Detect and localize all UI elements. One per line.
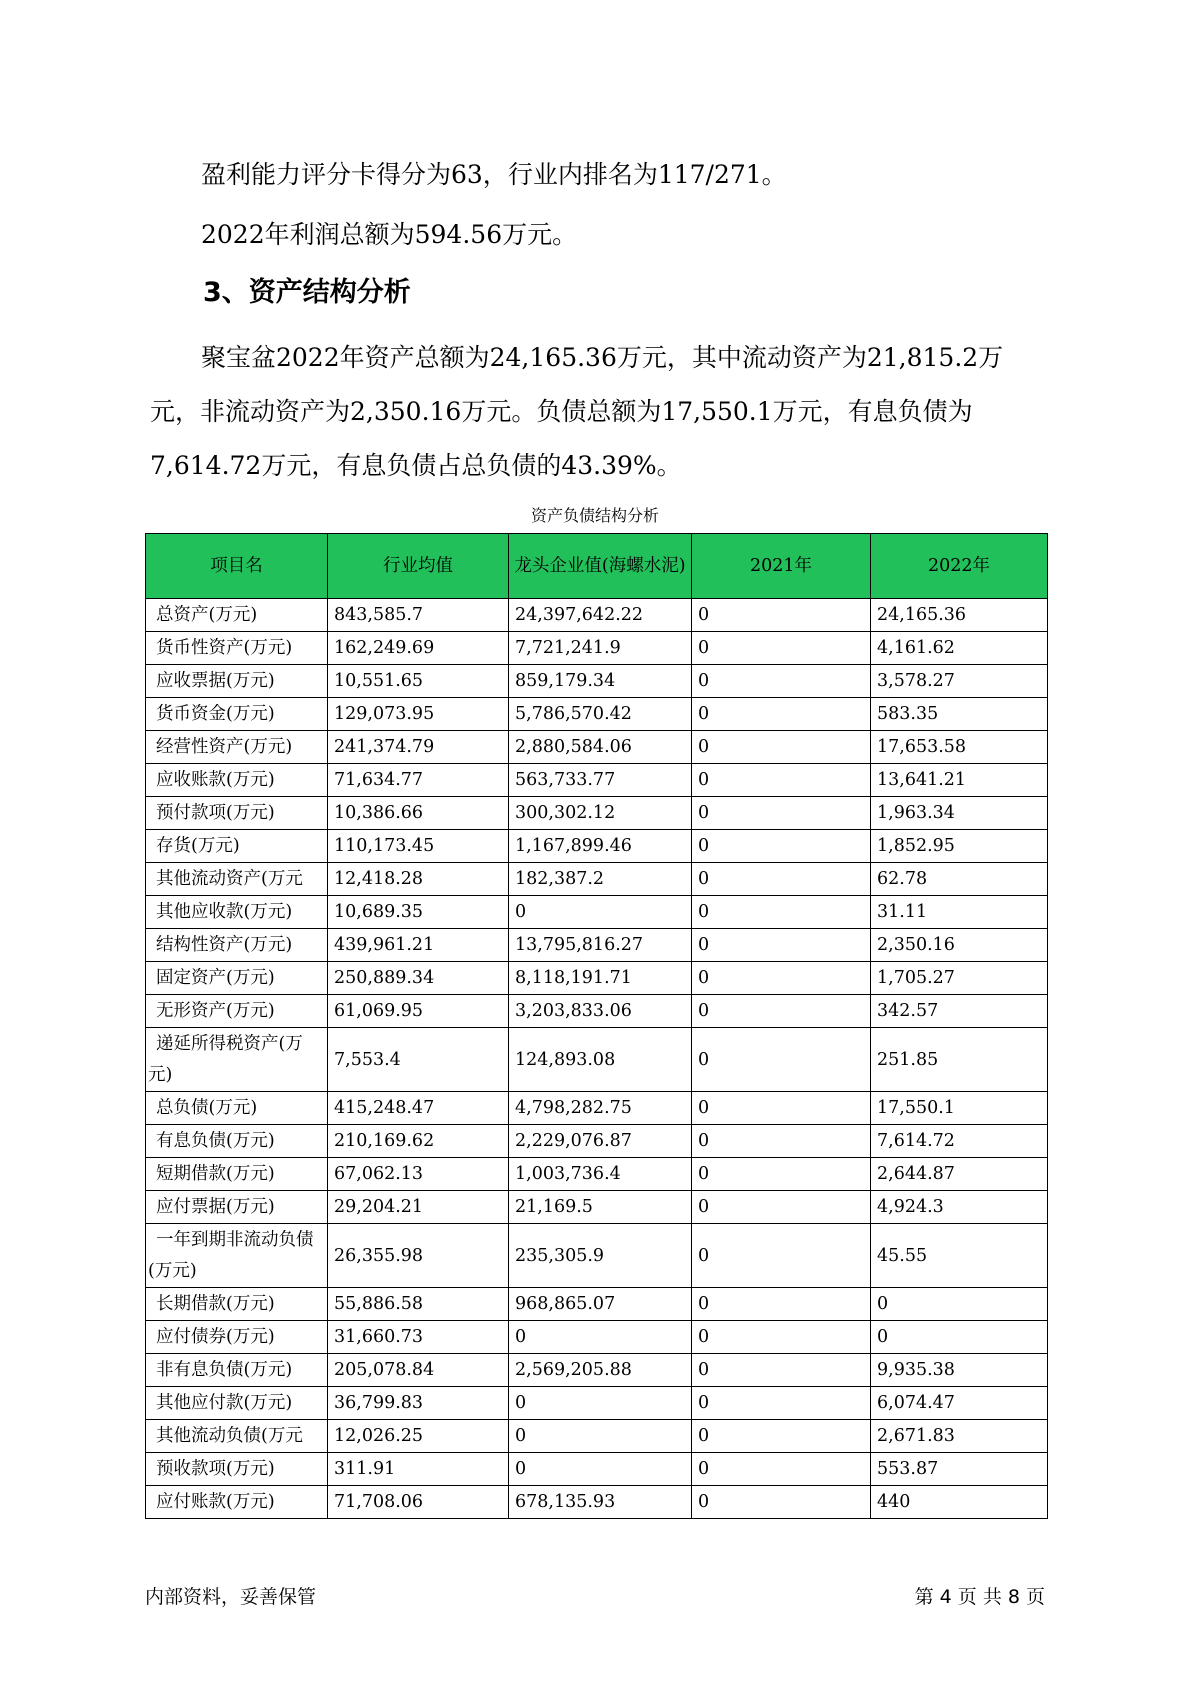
value-cell: 67,062.13 <box>328 1158 509 1191</box>
value-cell: 0 <box>871 1288 1048 1321</box>
value-cell: 10,689.35 <box>328 896 509 929</box>
value-cell: 2,569,205.88 <box>509 1354 692 1387</box>
header-industry-average: 行业均值 <box>328 534 509 599</box>
header-item-name: 项目名 <box>146 534 328 599</box>
value-cell: 1,705.27 <box>871 962 1048 995</box>
table-row <box>146 1125 1048 1158</box>
value-cell: 0 <box>509 1387 692 1420</box>
value-cell: 4,924.3 <box>871 1191 1048 1224</box>
table-row <box>146 599 1048 632</box>
value-cell: 45.55 <box>871 1224 1048 1288</box>
value-cell: 129,073.95 <box>328 698 509 731</box>
value-cell: 2,350.16 <box>871 929 1048 962</box>
table-row <box>146 1028 1048 1092</box>
header-2022: 2022年 <box>871 534 1048 599</box>
profitability-paragraph: 盈利能力评分卡得分为63，行业内排名为117/271。 <box>201 160 787 189</box>
value-cell: 62.78 <box>871 863 1048 896</box>
value-cell: 10,386.66 <box>328 797 509 830</box>
row-label-cell: 长期借款(万元) <box>146 1288 328 1321</box>
table-header-row <box>146 534 1048 599</box>
table-body <box>146 599 1048 1519</box>
row-label-cell: 递延所得税资产(万元) <box>146 1028 328 1092</box>
value-cell: 17,653.58 <box>871 731 1048 764</box>
table-row <box>146 863 1048 896</box>
row-label-cell: 其他应付款(万元) <box>146 1387 328 1420</box>
value-cell: 36,799.83 <box>328 1387 509 1420</box>
value-cell: 0 <box>692 1125 871 1158</box>
profit-total-paragraph: 2022年利润总额为594.56万元。 <box>201 220 578 249</box>
table-row <box>146 698 1048 731</box>
value-cell: 2,880,584.06 <box>509 731 692 764</box>
value-cell: 235,305.9 <box>509 1224 692 1288</box>
value-cell: 12,418.28 <box>328 863 509 896</box>
table-row <box>146 830 1048 863</box>
section-heading: 3、资产结构分析 <box>203 277 411 308</box>
value-cell: 0 <box>692 1420 871 1453</box>
table-row <box>146 896 1048 929</box>
value-cell: 24,397,642.22 <box>509 599 692 632</box>
value-cell: 0 <box>692 764 871 797</box>
value-cell: 968,865.07 <box>509 1288 692 1321</box>
row-label-cell: 货币资金(万元) <box>146 698 328 731</box>
value-cell: 7,553.4 <box>328 1028 509 1092</box>
value-cell: 4,798,282.75 <box>509 1092 692 1125</box>
row-label-cell: 预付款项(万元) <box>146 797 328 830</box>
row-label-cell: 应付债券(万元) <box>146 1321 328 1354</box>
value-cell: 0 <box>509 1321 692 1354</box>
table-caption: 资产负债结构分析 <box>530 506 659 525</box>
value-cell: 0 <box>692 1321 871 1354</box>
table-row <box>146 1288 1048 1321</box>
value-cell: 0 <box>692 863 871 896</box>
row-label-cell: 其他流动资产(万元 <box>146 863 328 896</box>
table-row <box>146 1453 1048 1486</box>
row-label-cell: 应收票据(万元) <box>146 665 328 698</box>
value-cell: 12,026.25 <box>328 1420 509 1453</box>
row-label-cell: 总资产(万元) <box>146 599 328 632</box>
table-row <box>146 1354 1048 1387</box>
value-cell: 0 <box>692 929 871 962</box>
table-row <box>146 665 1048 698</box>
value-cell: 300,302.12 <box>509 797 692 830</box>
header-leader-value: 龙头企业值(海螺水泥) <box>509 534 692 599</box>
value-cell: 0 <box>692 599 871 632</box>
value-cell: 61,069.95 <box>328 995 509 1028</box>
row-label-cell: 存货(万元) <box>146 830 328 863</box>
value-cell: 0 <box>509 1420 692 1453</box>
value-cell: 0 <box>692 665 871 698</box>
value-cell: 0 <box>871 1321 1048 1354</box>
value-cell: 843,585.7 <box>328 599 509 632</box>
table-row <box>146 1420 1048 1453</box>
value-cell: 241,374.79 <box>328 731 509 764</box>
value-cell: 0 <box>692 830 871 863</box>
value-cell: 7,721,241.9 <box>509 632 692 665</box>
table-row <box>146 731 1048 764</box>
value-cell: 7,614.72 <box>871 1125 1048 1158</box>
table-row <box>146 1387 1048 1420</box>
footer-page-info: 第 4 页 共 8 页 <box>914 1586 1045 1608</box>
value-cell: 0 <box>692 1158 871 1191</box>
value-cell: 342.57 <box>871 995 1048 1028</box>
table-row <box>146 995 1048 1028</box>
row-label-cell: 总负债(万元) <box>146 1092 328 1125</box>
value-cell: 9,935.38 <box>871 1354 1048 1387</box>
value-cell: 3,203,833.06 <box>509 995 692 1028</box>
value-cell: 553.87 <box>871 1453 1048 1486</box>
value-cell: 205,078.84 <box>328 1354 509 1387</box>
row-label-cell: 一年到期非流动负债(万元) <box>146 1224 328 1288</box>
value-cell: 0 <box>692 731 871 764</box>
row-label-cell: 非有息负债(万元) <box>146 1354 328 1387</box>
value-cell: 0 <box>692 698 871 731</box>
table-row <box>146 1191 1048 1224</box>
value-cell: 0 <box>692 1354 871 1387</box>
value-cell: 6,074.47 <box>871 1387 1048 1420</box>
table-row <box>146 929 1048 962</box>
value-cell: 0 <box>692 962 871 995</box>
table-row <box>146 962 1048 995</box>
value-cell: 0 <box>692 1453 871 1486</box>
row-label-cell: 货币性资产(万元) <box>146 632 328 665</box>
value-cell: 182,387.2 <box>509 863 692 896</box>
row-label-cell: 有息负债(万元) <box>146 1125 328 1158</box>
value-cell: 26,355.98 <box>328 1224 509 1288</box>
value-cell: 0 <box>692 632 871 665</box>
value-cell: 2,671.83 <box>871 1420 1048 1453</box>
value-cell: 1,963.34 <box>871 797 1048 830</box>
value-cell: 71,634.77 <box>328 764 509 797</box>
row-label-cell: 应收账款(万元) <box>146 764 328 797</box>
value-cell: 678,135.93 <box>509 1486 692 1519</box>
value-cell: 1,852.95 <box>871 830 1048 863</box>
value-cell: 17,550.1 <box>871 1092 1048 1125</box>
row-label-cell: 结构性资产(万元) <box>146 929 328 962</box>
value-cell: 3,578.27 <box>871 665 1048 698</box>
row-label-cell: 预收款项(万元) <box>146 1453 328 1486</box>
value-cell: 55,886.58 <box>328 1288 509 1321</box>
row-label-cell: 经营性资产(万元) <box>146 731 328 764</box>
table-row <box>146 1486 1048 1519</box>
value-cell: 440 <box>871 1486 1048 1519</box>
value-cell: 439,961.21 <box>328 929 509 962</box>
asset-summary-paragraph: 聚宝盆2022年资产总额为24,165.36万元，其中流动资产为21,815.2万元，非流动资产为2,350.16万元。负债总额为17,550.1万元，有息负债为7,614.72万元，有息负债占总负债的43.39%。 <box>150 343 1004 480</box>
balance-structure-table <box>145 533 1048 1519</box>
row-label-cell: 应付账款(万元) <box>146 1486 328 1519</box>
value-cell: 13,641.21 <box>871 764 1048 797</box>
value-cell: 13,795,816.27 <box>509 929 692 962</box>
value-cell: 24,165.36 <box>871 599 1048 632</box>
value-cell: 162,249.69 <box>328 632 509 665</box>
value-cell: 0 <box>692 1191 871 1224</box>
value-cell: 31.11 <box>871 896 1048 929</box>
value-cell: 29,204.21 <box>328 1191 509 1224</box>
value-cell: 10,551.65 <box>328 665 509 698</box>
table-row <box>146 1092 1048 1125</box>
table-row <box>146 632 1048 665</box>
value-cell: 110,173.45 <box>328 830 509 863</box>
value-cell: 0 <box>692 797 871 830</box>
value-cell: 71,708.06 <box>328 1486 509 1519</box>
value-cell: 250,889.34 <box>328 962 509 995</box>
value-cell: 0 <box>692 1224 871 1288</box>
value-cell: 0 <box>509 896 692 929</box>
table-row <box>146 797 1048 830</box>
value-cell: 0 <box>692 995 871 1028</box>
value-cell: 563,733.77 <box>509 764 692 797</box>
value-cell: 124,893.08 <box>509 1028 692 1092</box>
table-row <box>146 764 1048 797</box>
row-label-cell: 其他应收款(万元) <box>146 896 328 929</box>
table-row <box>146 1158 1048 1191</box>
row-label-cell: 短期借款(万元) <box>146 1158 328 1191</box>
row-label-cell: 无形资产(万元) <box>146 995 328 1028</box>
value-cell: 311.91 <box>328 1453 509 1486</box>
value-cell: 8,118,191.71 <box>509 962 692 995</box>
value-cell: 0 <box>692 1387 871 1420</box>
value-cell: 583.35 <box>871 698 1048 731</box>
value-cell: 0 <box>509 1453 692 1486</box>
value-cell: 1,003,736.4 <box>509 1158 692 1191</box>
value-cell: 415,248.47 <box>328 1092 509 1125</box>
value-cell: 0 <box>692 1092 871 1125</box>
value-cell: 859,179.34 <box>509 665 692 698</box>
value-cell: 210,169.62 <box>328 1125 509 1158</box>
value-cell: 4,161.62 <box>871 632 1048 665</box>
row-label-cell: 固定资产(万元) <box>146 962 328 995</box>
value-cell: 2,229,076.87 <box>509 1125 692 1158</box>
value-cell: 0 <box>692 1028 871 1092</box>
value-cell: 31,660.73 <box>328 1321 509 1354</box>
table-row <box>146 1224 1048 1288</box>
footer-confidential: 内部资料，妥善保管 <box>145 1586 317 1608</box>
row-label-cell: 其他流动负债(万元 <box>146 1420 328 1453</box>
value-cell: 21,169.5 <box>509 1191 692 1224</box>
value-cell: 0 <box>692 1288 871 1321</box>
value-cell: 0 <box>692 1486 871 1519</box>
value-cell: 251.85 <box>871 1028 1048 1092</box>
value-cell: 0 <box>692 896 871 929</box>
row-label-cell: 应付票据(万元) <box>146 1191 328 1224</box>
header-2021: 2021年 <box>692 534 871 599</box>
value-cell: 1,167,899.46 <box>509 830 692 863</box>
value-cell: 5,786,570.42 <box>509 698 692 731</box>
value-cell: 2,644.87 <box>871 1158 1048 1191</box>
table-row <box>146 1321 1048 1354</box>
